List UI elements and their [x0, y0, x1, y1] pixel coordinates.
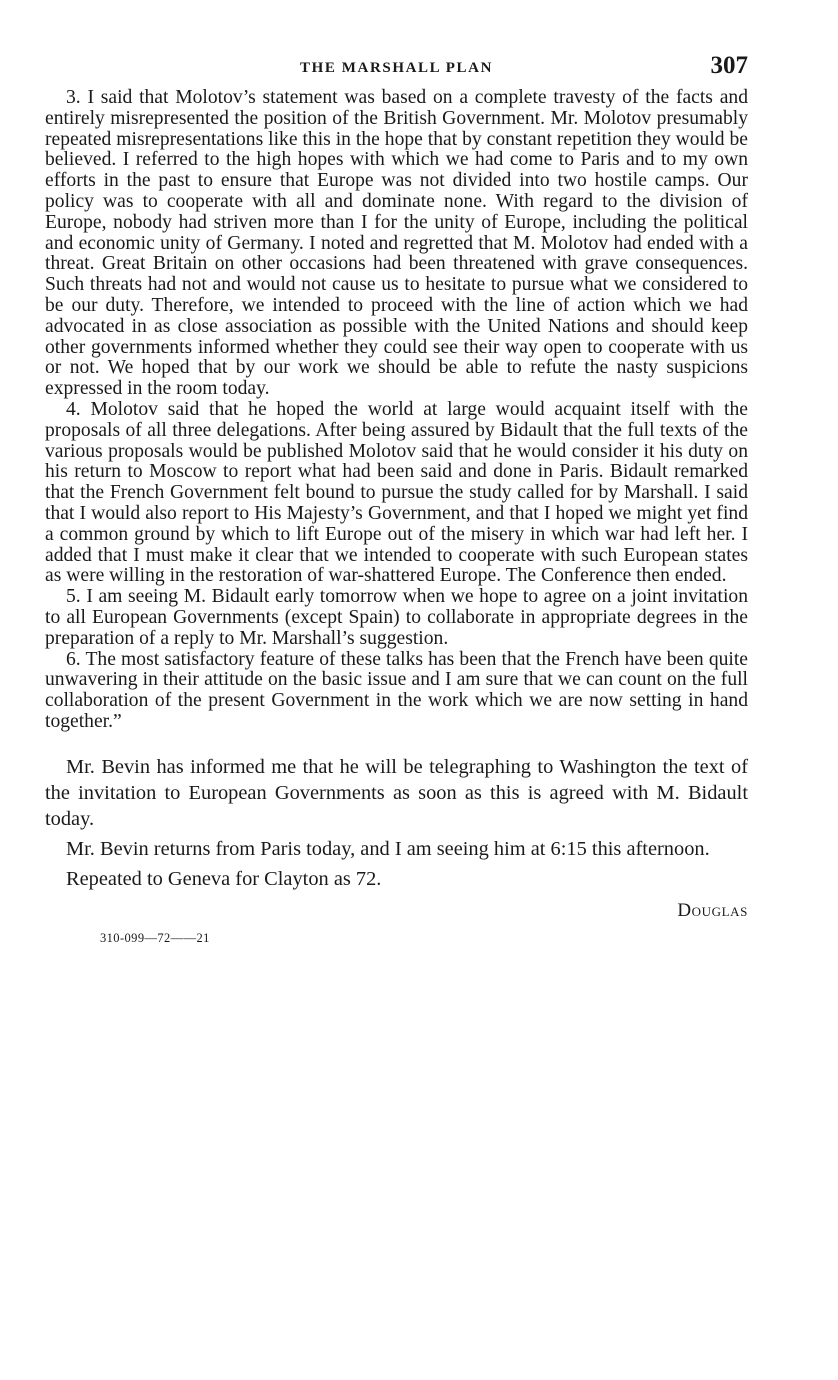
running-head: [45, 52, 748, 88]
page-number: 307: [710, 52, 748, 79]
signature: Douglas: [677, 899, 748, 921]
quoted-paragraph-3: 3. I said that Molotov’s statement was based on a complete travesty of the facts and entirely misrepresented the position of the British Government. Mr. Molotov presumably repeated misrepresentations like this in the hope that by constant repetition they would be believed. I referred to the high hopes with which we had come to Paris and to my own efforts in the past to ensure that Europe was not divided into two hostile camps. Our policy was to cooperate with all and dominate none. With regard to the division of Europe, nobody had striven more than I for the unity of Europe, including the political and economic unity of Germany. I noted and regretted that M. Molotov had ended with a threat. Great Britain on other occasions had been threatened with grave consequences. Such threats had not and would not cause us to hesitate to pursue what we considered to be our duty. Therefore, we intended to proceed with the line of action which we had advocated in as close association as possible with the United Nations and should keep other governments informed whether they could see their way open to cooperate with us or not. We hoped that by our work we should be able to refute the nasty suspicions expressed in the room today.: [45, 87, 748, 400]
body-paragraph-bevin-telegraphing: Mr. Bevin has informed me that he will be telegraphing to Washington the text of the invitation to European Governments as soon as this is agreed with M. Bidault today.: [45, 755, 748, 830]
quoted-paragraph-4: 4. Molotov said that he hoped the world at large would acquaint itself with the proposals of all three delegations. After being assured by Bidault that the full texts of the various proposals would be published Molotov said that he would consider it his duty on his return to Moscow to report what had been said and done in Paris. Bidault remarked that the French Government felt bound to pursue the study called for by Marshall. I said that I would also report to His Majesty’s Government, and that I hoped we might yet find a common ground by which to lift Europe out of the misery in which war had left her. I added that I must make it clear that we intended to cooperate with such European states as were willing in the restoration of war-shattered Europe. The Conference then ended.: [45, 398, 748, 587]
quoted-paragraph-6: 6. The most satisfactory feature of these talks has been that the French have been quite unwavering in their attitude on the basic issue and I am sure that we can count on the full collaboration of the present Government in the work which we are now setting in hand together.”: [45, 648, 748, 732]
body-paragraph-bevin-returns: Mr. Bevin returns from Paris today, and I am seeing him at 6:15 this afternoon.: [66, 837, 710, 860]
body-paragraph-repeated-to-geneva: Repeated to Geneva for Clayton as 72.: [66, 867, 382, 890]
quoted-telegram-block: [45, 88, 748, 733]
printer-footer-code: 310-099—72——21: [100, 930, 210, 945]
quoted-paragraph-5: 5. I am seeing M. Bidault early tomorrow when we hope to agree on a joint invitation to all European Governments (except Spain) to collaborate in appropriate degrees in the preparation of a reply to Mr. Marshall’s suggestion.: [45, 586, 748, 649]
document-page: [45, 52, 748, 946]
body-text-block: [45, 754, 748, 892]
running-title: THE MARSHALL PLAN: [299, 60, 494, 76]
